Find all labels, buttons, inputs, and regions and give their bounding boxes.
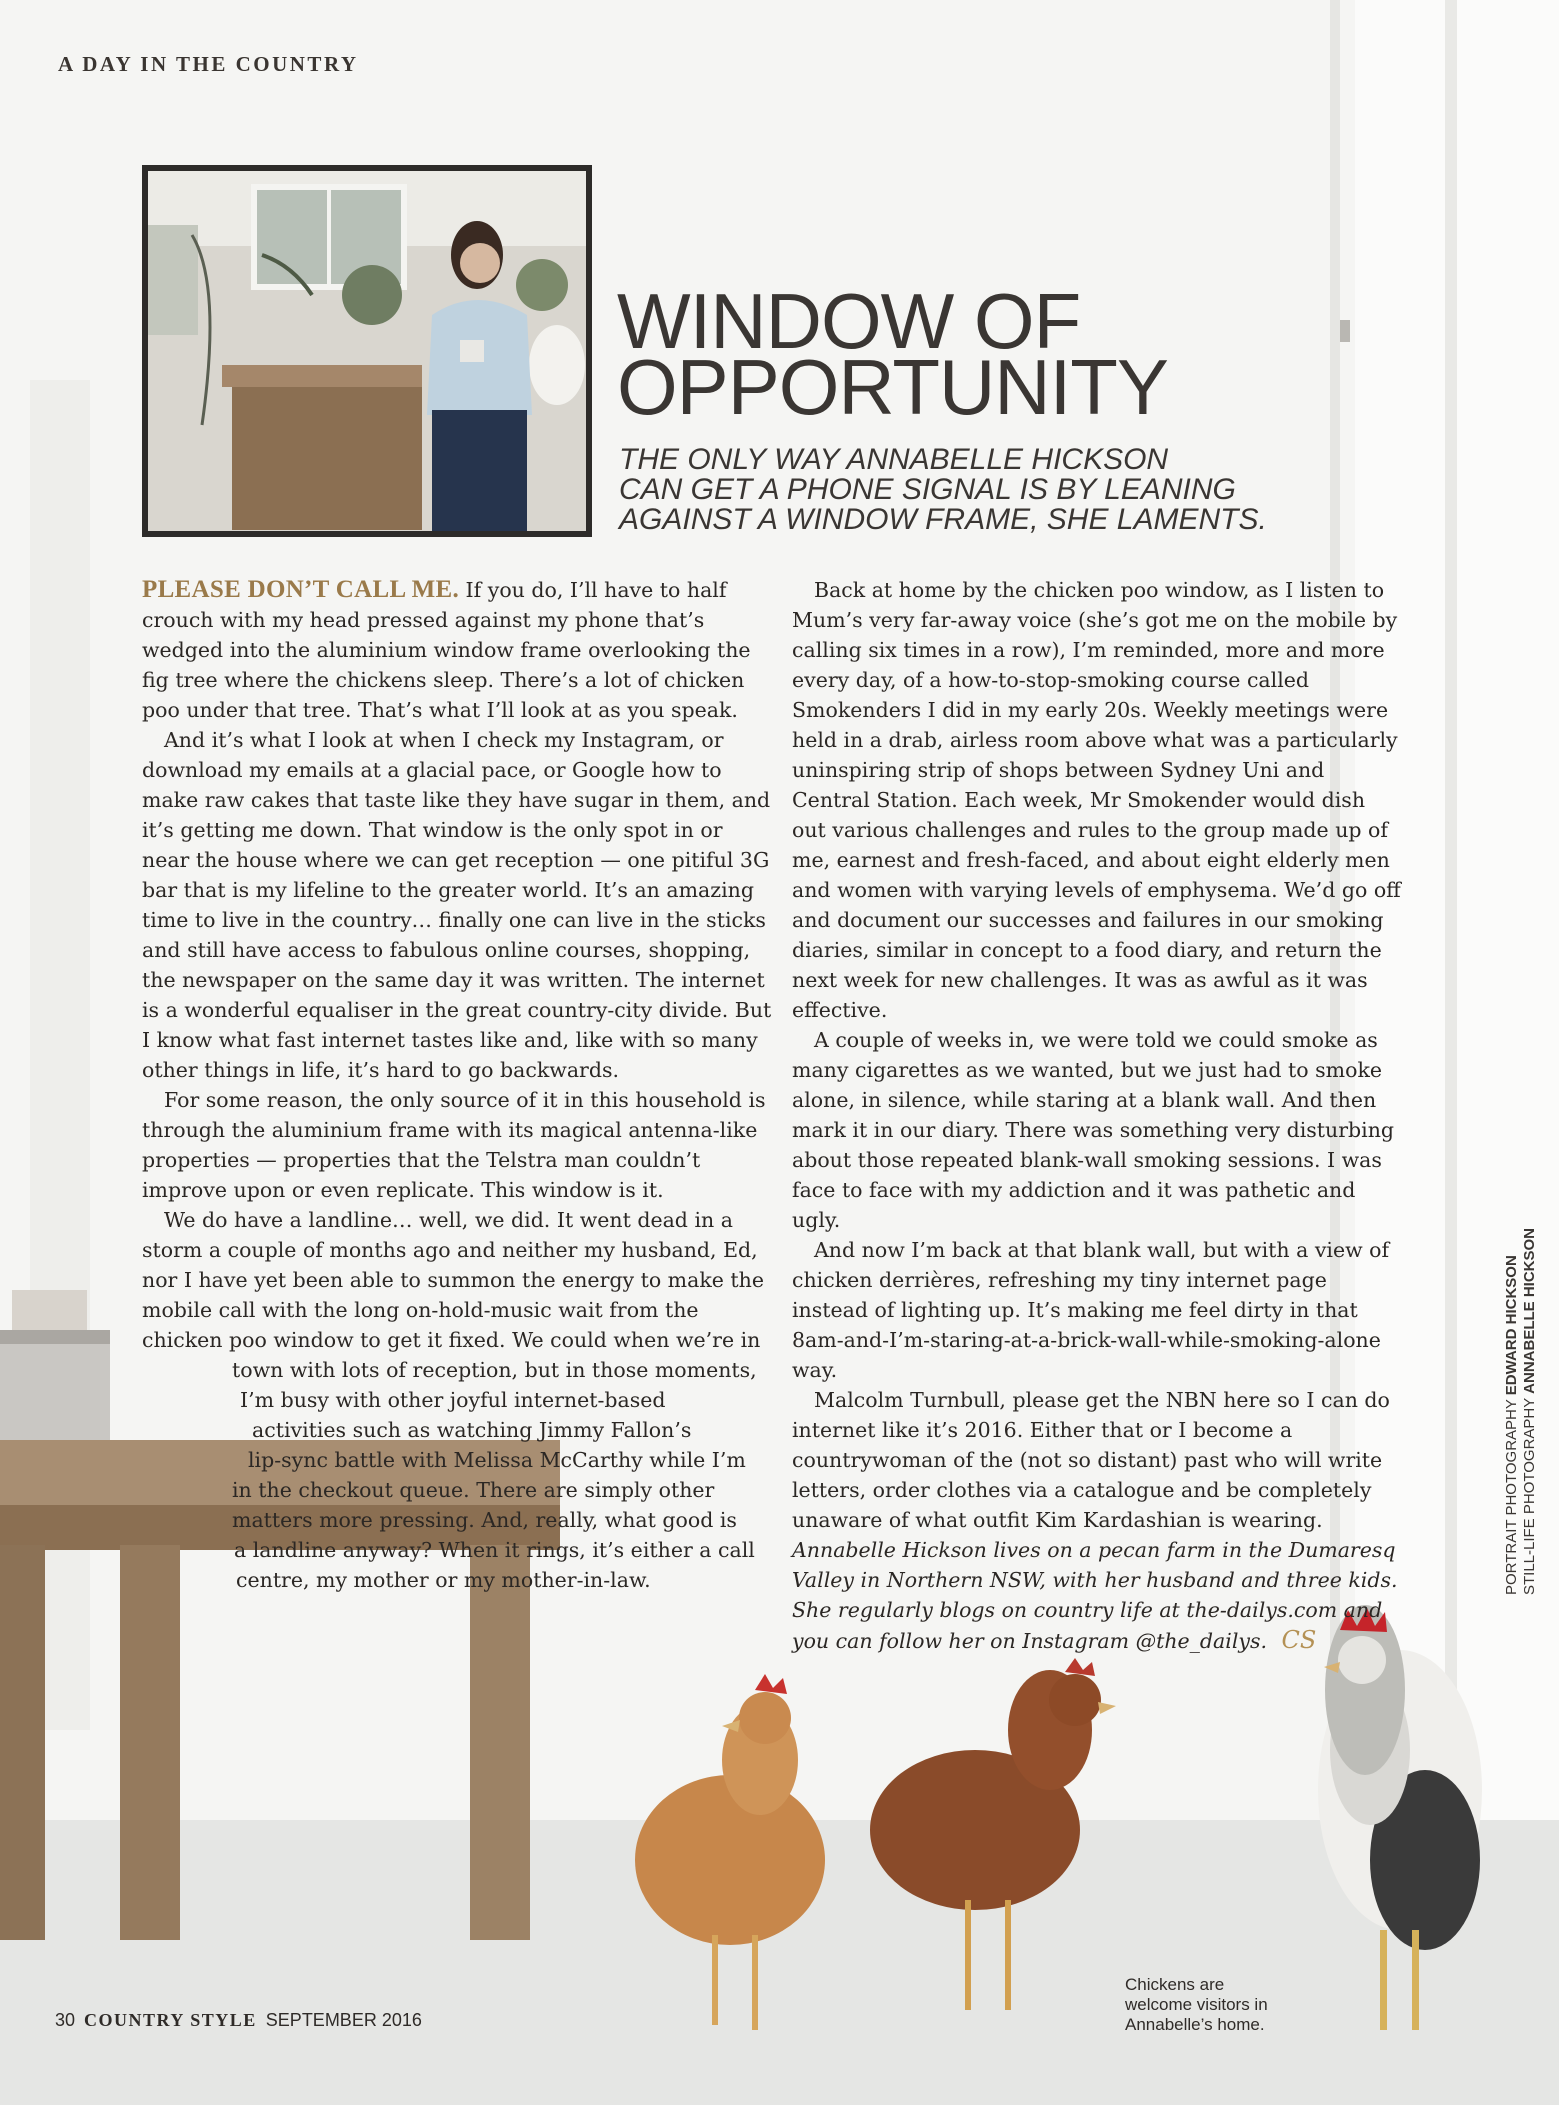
portrait-photo	[142, 165, 592, 537]
photo-caption	[1125, 1975, 1268, 2035]
wrap-line-2: I’m busy with other joyful internet-based	[240, 1388, 666, 1412]
credit-portrait	[1503, 1228, 1521, 1595]
lead-in: PLEASE DON’T CALL ME.	[142, 576, 460, 603]
credit-portrait-label: PORTRAIT PHOTOGRAPHY	[1503, 1399, 1520, 1595]
paragraph-2: And it’s what I look at when I check my Instagram, or download my emails at a glacial pace, or Google how to make raw cakes that taste like they have sugar in them, and it’s getting me down. That window is the only spot in or near the house where we can get reception — one pitiful 3G bar that is my lifeline to the greater world. It’s an amazing time to live in the country… finally one can live in the sticks and still have access to fabulous online courses, shopping, the newspaper on the same day it was written. The internet is a wonderful equaliser in the great country-city divide. But I know what fast internet tastes like and, like with so many other things in life, it’s hard to go backwards.	[142, 728, 772, 1082]
headline-line-1: WINDOW OF	[617, 277, 1081, 365]
caption-line-2: welcome visitors in	[1125, 1995, 1268, 2014]
wrap-line-8: centre, my mother or my mother-in-law.	[236, 1568, 651, 1592]
wrap-line-3: activities such as watching Jimmy Fallon’s	[252, 1418, 692, 1442]
standfirst-line-2: CAN GET A PHONE SIGNAL IS BY LEANING	[619, 473, 1236, 506]
wrap-line-6: matters more pressing. And, really, what good is	[232, 1508, 737, 1532]
magazine-name: COUNTRY STYLE	[84, 2010, 257, 2030]
author-bio	[792, 1535, 1402, 1656]
credit-still-label: STILL-LIFE PHOTOGRAPHY	[1521, 1398, 1538, 1595]
paragraph-4-wrap	[142, 1355, 772, 1595]
section-label: A DAY IN THE COUNTRY	[58, 52, 359, 76]
headline	[617, 277, 1168, 431]
credit-still-life	[1521, 1228, 1539, 1595]
standfirst-line-3: AGAINST A WINDOW FRAME, SHE LAMENTS.	[619, 503, 1267, 536]
article-column-left	[142, 575, 772, 1595]
wrap-line-7: a landline anyway? When it rings, it’s either a call	[234, 1538, 755, 1562]
headline-line-2: OPPORTUNITY	[617, 343, 1168, 431]
standfirst-line-1: THE ONLY WAY ANNABELLE HICKSON	[619, 443, 1169, 476]
standfirst	[619, 445, 1339, 535]
issue-date: SEPTEMBER 2016	[265, 2010, 422, 2030]
photo-credits	[1503, 1228, 1539, 1595]
article-column-right	[792, 575, 1402, 1656]
paragraph-1	[142, 575, 772, 725]
paragraph-6: A couple of weeks in, we were told we could smoke as many cigarettes as we wanted, but we just had to smoke alone, in silence, while staring at a blank wall. And then mark it in our diary. There was something very disturbing about those repeated blank-wall smoking sessions. I was face to face with my addiction and it was pathetic and ugly.	[792, 1028, 1395, 1232]
wrap-line-5: in the checkout queue. There are simply other	[232, 1478, 715, 1502]
paragraph-1-text: If you do, I’ll have to half crouch with my head pressed against my phone that’s wedged into the aluminium window frame overlooking the fig tree where the chickens sleep. There’s a lot of chicken poo under that tree. That’s what I’ll look at as you speak.	[142, 578, 751, 722]
author-bio-text: Annabelle Hickson lives on a pecan farm in the Dumaresq Valley in Northern NSW, with her husband and three kids. She regularly blogs on country life at the-dailys.com and you can follow her on Instagram @the_dailys.	[792, 1538, 1398, 1653]
credit-portrait-name: EDWARD HICKSON	[1503, 1255, 1520, 1396]
page-folio	[55, 2010, 422, 2031]
signoff-mark: CS	[1281, 1626, 1317, 1654]
wrap-line-4: lip-sync battle with Melissa McCarthy while I’m	[248, 1448, 746, 1472]
paragraph-5: Back at home by the chicken poo window, as I listen to Mum’s very far-away voice (she’s got me on the mobile by calling six times in a row), I’m reminded, more and more every day, of a how-to-stop-smoking course called Smokenders I did in my early 20s. Weekly meetings were held in a drab, airless room above what was a particularly uninspiring strip of shops between Sydney Uni and Central Station. Each week, Mr Smokender would dish out various challenges and rules to the group made up of me, earnest and fresh-faced, and about eight elderly men and women with varying levels of emphysema. We’d go off and document our successes and failures in our smoking diaries, similar in concept to a food diary, and return the next week for new challenges. It was as awful as it was effective.	[792, 578, 1401, 1022]
caption-line-1: Chickens are	[1125, 1975, 1225, 1994]
credit-still-name: ANNABELLE HICKSON	[1521, 1227, 1538, 1394]
paragraph-4: We do have a landline… well, we did. It went dead in a storm a couple of months ago and neither my husband, Ed, nor I have yet been able to summon the energy to make the mobile call with the long on-hold-music wait from the chicken poo window to get it fixed. We could when we’re in	[142, 1208, 764, 1352]
caption-line-3: Annabelle’s home.	[1125, 2015, 1265, 2034]
paragraph-3: For some reason, the only source of it in this household is through the aluminium frame with its magical antenna-like properties — properties that the Telstra man couldn’t improve upon or even replicate. This window is it.	[142, 1088, 766, 1202]
paragraph-8: Malcolm Turnbull, please get the NBN here so I can do internet like it’s 2016. Either that or I become a countrywoman of the (not so distant) past who will write letters, order clothes via a catalogue and be completely unaware of what outfit Kim Kardashian is wearing.	[792, 1388, 1390, 1532]
page-number: 30	[55, 2010, 76, 2030]
paragraph-7: And now I’m back at that blank wall, but with a view of chicken derrières, refreshing my tiny internet page instead of lighting up. It’s making me feel dirty in that 8am-and-I’m-staring-at-a-brick-wall-while-smoking-alone way.	[792, 1238, 1390, 1382]
wrap-line-1: town with lots of reception, but in those moments,	[232, 1358, 757, 1382]
